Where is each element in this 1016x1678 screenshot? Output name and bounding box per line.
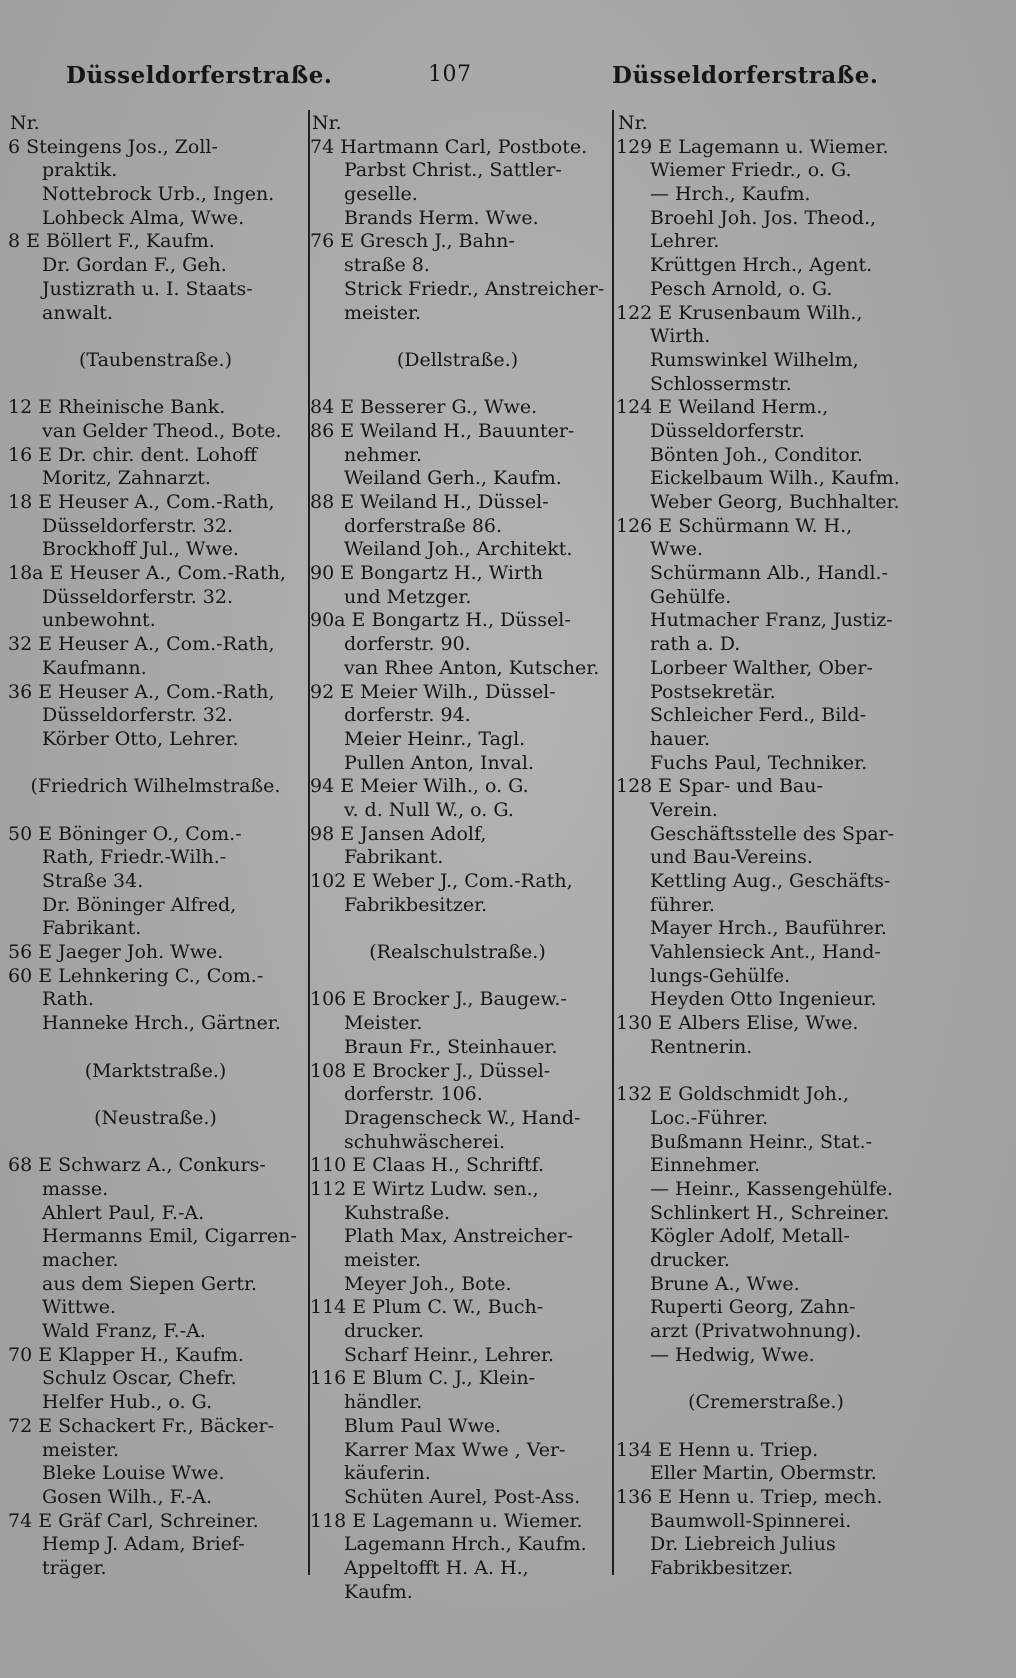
spacer bbox=[8, 325, 303, 349]
directory-entry-line: dorferstraße 86. bbox=[344, 514, 503, 537]
directory-entry-line: Eller Martin, Obermstr. bbox=[650, 1462, 877, 1485]
directory-entry-line: Rath. bbox=[42, 988, 94, 1011]
directory-entry-line: Kögler Adolf, Metall- bbox=[650, 1225, 850, 1248]
directory-entry-line: Geschäftsstelle des Spar- bbox=[650, 822, 895, 845]
spacer bbox=[616, 1060, 916, 1084]
directory-entry-line: Bußmann Heinr., Stat.- bbox=[650, 1130, 873, 1153]
directory-entry-line: Broehl Joh. Jos. Theod., bbox=[650, 206, 877, 229]
directory-entry-line: Düsseldorferstr. bbox=[650, 419, 805, 442]
directory-entry-line: Düsseldorferstr. 32. bbox=[42, 585, 234, 608]
number-column-header: Nr. bbox=[312, 112, 342, 134]
spacer bbox=[310, 965, 605, 989]
directory-entry-line: drucker. bbox=[344, 1320, 424, 1343]
directory-entry-line: Lohbeck Alma, Wwe. bbox=[42, 206, 245, 229]
directory-entry-line: Strick Friedr., Anstreicher- bbox=[344, 277, 605, 300]
directory-entry-line: 56 E Jaeger Joh. Wwe. bbox=[8, 941, 224, 964]
directory-entry-line: 106 E Brocker J., Baugew.- bbox=[310, 988, 567, 1011]
directory-entry-line: Brune A., Wwe. bbox=[650, 1272, 800, 1295]
directory-entry-line: geselle. bbox=[344, 183, 418, 206]
directory-entry-line: Dr. Gordan F., Geh. bbox=[42, 254, 227, 277]
directory-entry-line: Körber Otto, Lehrer. bbox=[42, 727, 239, 750]
spacer bbox=[616, 1367, 916, 1391]
directory-entry-line: Fabrikant. bbox=[344, 846, 444, 869]
column-divider-2 bbox=[612, 110, 614, 1575]
directory-entry-line: Braun Fr., Steinhauer. bbox=[344, 1035, 558, 1058]
directory-entry-line: Postsekretär. bbox=[650, 680, 776, 703]
directory-entry-line: anwalt. bbox=[42, 301, 113, 324]
directory-entry-line: van Gelder Theod., Bote. bbox=[42, 419, 282, 442]
directory-entry-line: nehmer. bbox=[344, 443, 423, 466]
directory-entry-line: 114 E Plum C. W., Buch- bbox=[310, 1296, 544, 1319]
directory-entry-line: Hermanns Emil, Cigarren- bbox=[42, 1225, 297, 1248]
directory-entry-line: Rath, Friedr.-Wilh.- bbox=[42, 846, 227, 869]
spacer bbox=[8, 1036, 303, 1060]
spacer bbox=[310, 325, 605, 349]
directory-entry-line: Parbst Christ., Sattler- bbox=[344, 159, 562, 182]
directory-entry-line: Bleke Louise Wwe. bbox=[42, 1462, 225, 1485]
directory-entry-line: — Heinr., Kassengehülfe. bbox=[650, 1177, 894, 1200]
directory-entry-line: 134 E Henn u. Triep. bbox=[616, 1438, 819, 1461]
directory-entry-line: und Metzger. bbox=[344, 585, 472, 608]
directory-entry-line: Schlinkert H., Schreiner. bbox=[650, 1201, 890, 1224]
directory-entry-line: 72 E Schackert Fr., Bäcker- bbox=[8, 1414, 274, 1437]
directory-entry-line: 86 E Weiland H., Bauunter- bbox=[310, 419, 575, 442]
directory-entry-line: Brockhoff Jul., Wwe. bbox=[42, 538, 239, 561]
directory-entry-line: rath a. D. bbox=[650, 633, 741, 656]
directory-entry-line: 132 E Goldschmidt Joh., bbox=[616, 1083, 850, 1106]
directory-entry-line: führer. bbox=[650, 893, 715, 916]
spacer bbox=[8, 1083, 303, 1107]
directory-entry-line: 74 Hartmann Carl, Postbote. bbox=[310, 135, 588, 158]
directory-entry-line: Gosen Wilh., F.-A. bbox=[42, 1485, 213, 1508]
directory-entry-line: dorferstr. 106. bbox=[344, 1083, 483, 1106]
directory-entry-line: praktik. bbox=[42, 159, 118, 182]
directory-entry-line: Hutmacher Franz, Justiz- bbox=[650, 609, 893, 632]
directory-entry-line: 110 E Claas H., Schriftf. bbox=[310, 1154, 545, 1177]
directory-entry-line: v. d. Null W., o. G. bbox=[344, 798, 514, 821]
directory-entry-line: 129 E Lagemann u. Wiemer. bbox=[616, 135, 889, 158]
directory-entry-line: arzt (Privatwohnung). bbox=[650, 1320, 862, 1343]
directory-entry-line: 102 E Weber J., Com.-Rath, bbox=[310, 870, 573, 892]
directory-entry-line: masse. bbox=[42, 1177, 109, 1200]
directory-entry-line: Pesch Arnold, o. G. bbox=[650, 277, 833, 300]
number-column-header: Nr. bbox=[618, 112, 648, 134]
directory-entry-line: Bönten Joh., Conditor. bbox=[650, 443, 863, 466]
number-column-header: Nr. bbox=[10, 112, 40, 134]
directory-entry-line: Moritz, Zahnarzt. bbox=[42, 467, 211, 490]
directory-entry-line: 112 E Wirtz Ludw. sen., bbox=[310, 1177, 539, 1200]
directory-entry-line: 90a E Bongartz H., Düssel- bbox=[310, 609, 571, 632]
directory-entry-line: 124 E Weiland Herm., bbox=[616, 396, 829, 419]
directory-entry-line: Kaufm. bbox=[344, 1580, 413, 1603]
directory-entry-line: macher. bbox=[42, 1249, 119, 1271]
directory-entry-line: Justizrath u. I. Staats- bbox=[42, 277, 253, 300]
spacer bbox=[310, 373, 605, 397]
directory-column-3 bbox=[616, 112, 916, 1581]
directory-entry-line: unbewohnt. bbox=[42, 609, 156, 632]
directory-entry-line: 136 E Henn u. Triep, mech. bbox=[616, 1485, 883, 1508]
directory-entry-line: 118 E Lagemann u. Wiemer. bbox=[310, 1509, 583, 1532]
directory-entry-line: 126 E Schürmann W. H., bbox=[616, 514, 853, 537]
directory-entry-line: — Hedwig, Wwe. bbox=[650, 1343, 815, 1366]
directory-entry-line: Dragenscheck W., Hand- bbox=[344, 1106, 581, 1129]
directory-entry-line: Dr. Böninger Alfred, bbox=[42, 893, 237, 916]
street-heading: (Cremerstraße.) bbox=[688, 1391, 844, 1414]
directory-entry-line: käuferin. bbox=[344, 1462, 431, 1485]
directory-entry-line: 122 E Krusenbaum Wilh., bbox=[616, 301, 863, 324]
directory-entry-line: Meier Heinr., Tagl. bbox=[344, 727, 526, 750]
directory-entry-line: Schlossermstr. bbox=[650, 372, 792, 395]
directory-column-1 bbox=[8, 112, 303, 1581]
directory-entry-line: Einnehmer. bbox=[650, 1154, 761, 1177]
directory-entry-line: und Bau-Vereins. bbox=[650, 846, 813, 869]
directory-entry-line: Rumswinkel Wilhelm, bbox=[650, 348, 859, 371]
directory-entry-line: Wiemer Friedr., o. G. bbox=[650, 159, 852, 182]
directory-entry-line: Hemp J. Adam, Brief- bbox=[42, 1533, 245, 1556]
directory-entry-line: Schüten Aurel, Post-Ass. bbox=[344, 1485, 581, 1508]
directory-entry-line: Heyden Otto Ingenieur. bbox=[650, 988, 877, 1011]
street-heading: (Neustraße.) bbox=[94, 1106, 217, 1129]
directory-entry-line: 50 E Böninger O., Com.- bbox=[8, 822, 242, 845]
directory-entry-line: Wirth. bbox=[650, 325, 711, 348]
directory-entry-line: Pullen Anton, Inval. bbox=[344, 751, 534, 774]
directory-entry-line: Düsseldorferstr. 32. bbox=[42, 514, 234, 537]
directory-entry-line: Scharf Heinr., Lehrer. bbox=[344, 1343, 555, 1366]
directory-entry-line: 68 E Schwarz A., Conkurs- bbox=[8, 1154, 266, 1177]
street-heading: (Dellstraße.) bbox=[396, 348, 519, 371]
directory-entry-line: 94 E Meier Wilh., o. G. bbox=[310, 775, 529, 798]
directory-entry-line: 60 E Lehnkering C., Com.- bbox=[8, 964, 264, 987]
directory-entry-line: Karrer Max Wwe , Ver- bbox=[344, 1438, 566, 1461]
directory-entry-line: Blum Paul Wwe. bbox=[344, 1414, 502, 1437]
directory-entry-line: Dr. Liebreich Julius bbox=[650, 1533, 836, 1556]
directory-column-2 bbox=[310, 112, 605, 1604]
spacer bbox=[616, 1415, 916, 1439]
directory-entry-line: Lehrer. bbox=[650, 230, 720, 253]
directory-entry-line: Lagemann Hrch., Kaufm. bbox=[344, 1533, 587, 1556]
directory-entry-line: Wald Franz, F.-A. bbox=[42, 1320, 206, 1343]
directory-entry-line: Wittwe. bbox=[42, 1296, 117, 1319]
directory-entry-line: Plath Max, Anstreicher- bbox=[344, 1225, 574, 1248]
directory-entry-line: 12 E Rheinische Bank. bbox=[8, 396, 226, 419]
spacer bbox=[8, 373, 303, 397]
directory-entry-line: lungs-Gehülfe. bbox=[650, 964, 791, 987]
directory-entry-line: Düsseldorferstr. 32. bbox=[42, 704, 234, 727]
directory-entry-line: Weiland Gerh., Kaufm. bbox=[344, 467, 562, 490]
directory-entry-line: Fabrikant. bbox=[42, 917, 142, 940]
directory-entry-line: Kettling Aug., Geschäfts- bbox=[650, 870, 891, 892]
street-heading: (Friedrich Wilhelmstraße. bbox=[30, 775, 281, 798]
directory-entry-line: 108 E Brocker J., Düssel- bbox=[310, 1059, 551, 1082]
directory-entry-line: Eickelbaum Wilh., Kaufm. bbox=[650, 467, 900, 490]
directory-entry-line: Schürmann Alb., Handl.- bbox=[650, 562, 888, 585]
street-heading: (Realschulstraße.) bbox=[369, 941, 546, 964]
directory-entry-line: Vahlensieck Ant., Hand- bbox=[650, 941, 881, 964]
directory-entry-line: Brands Herm. Wwe. bbox=[344, 206, 539, 229]
directory-entry-line: 130 E Albers Elise, Wwe. bbox=[616, 1012, 859, 1035]
directory-entry-line: 16 E Dr. chir. dent. Lohoff bbox=[8, 443, 258, 466]
directory-entry-line: Meyer Joh., Bote. bbox=[344, 1272, 512, 1295]
directory-entry-line: aus dem Siepen Gertr. bbox=[42, 1272, 258, 1295]
directory-entry-line: 128 E Spar- und Bau- bbox=[616, 775, 823, 798]
directory-entry-line: Hanneke Hrch., Gärtner. bbox=[42, 1012, 281, 1035]
directory-entry-line: Rentnerin. bbox=[650, 1035, 753, 1058]
directory-entry-line: Wwe. bbox=[650, 538, 704, 561]
page-number: 107 bbox=[428, 62, 472, 87]
spacer bbox=[8, 799, 303, 823]
directory-entry-line: Nottebrock Urb., Ingen. bbox=[42, 183, 275, 206]
street-heading: (Marktstraße.) bbox=[84, 1059, 227, 1082]
directory-entry-line: Weber Georg, Buchhalter. bbox=[650, 491, 900, 513]
directory-entry-line: Loc.-Führer. bbox=[650, 1106, 769, 1129]
directory-entry-line: — Hrch., Kaufm. bbox=[650, 183, 811, 206]
directory-entry-line: Helfer Hub., o. G. bbox=[42, 1391, 213, 1414]
directory-entry-line: 18 E Heuser A., Com.-Rath, bbox=[8, 491, 275, 513]
directory-entry-line: Kaufmann. bbox=[42, 656, 147, 679]
directory-entry-line: 74 E Gräf Carl, Schreiner. bbox=[8, 1509, 259, 1532]
directory-entry-line: Straße 34. bbox=[42, 870, 144, 892]
directory-entry-line: 18a E Heuser A., Com.-Rath, bbox=[8, 562, 286, 585]
directory-entry-line: meister. bbox=[42, 1438, 120, 1461]
directory-entry-line: dorferstr. 94. bbox=[344, 704, 471, 727]
directory-entry-line: Baumwoll-Spinnerei. bbox=[650, 1509, 852, 1532]
directory-entry-line: 36 E Heuser A., Com.-Rath, bbox=[8, 680, 275, 703]
directory-entry-line: träger. bbox=[42, 1556, 107, 1579]
directory-entry-line: 70 E Klapper H., Kaufm. bbox=[8, 1343, 244, 1366]
directory-entry-line: 76 E Gresch J., Bahn- bbox=[310, 230, 515, 253]
directory-entry-line: Schulz Oscar, Chefr. bbox=[42, 1367, 237, 1390]
directory-entry-line: 88 E Weiland H., Düssel- bbox=[310, 491, 549, 513]
directory-entry-line: Appeltofft H. A. H., bbox=[344, 1556, 529, 1579]
directory-entry-line: Ahlert Paul, F.-A. bbox=[42, 1201, 205, 1224]
directory-entry-line: 84 E Besserer G., Wwe. bbox=[310, 396, 538, 419]
directory-entry-line: Fabrikbesitzer. bbox=[344, 893, 488, 916]
header-left-title: Düsseldorferstraße. bbox=[66, 62, 333, 89]
spacer bbox=[8, 752, 303, 776]
directory-entry-line: Schleicher Ferd., Bild- bbox=[650, 704, 866, 727]
directory-entry-line: 116 E Blum C. J., Klein- bbox=[310, 1367, 535, 1390]
directory-entry-line: 8 E Böllert F., Kaufm. bbox=[8, 230, 215, 253]
directory-entry-line: drucker. bbox=[650, 1249, 730, 1271]
directory-entry-line: Weiland Joh., Architekt. bbox=[344, 538, 573, 561]
directory-entry-line: Kuhstraße. bbox=[344, 1201, 451, 1224]
directory-entry-line: schuhwäscherei. bbox=[344, 1130, 506, 1153]
street-heading: (Taubenstraße.) bbox=[78, 348, 232, 371]
directory-entry-line: Ruperti Georg, Zahn- bbox=[650, 1296, 856, 1319]
directory-entry-line: 92 E Meier Wilh., Düssel- bbox=[310, 680, 556, 703]
spacer bbox=[310, 917, 605, 941]
directory-entry-line: händler. bbox=[344, 1391, 423, 1414]
directory-entry-line: 98 E Jansen Adolf, bbox=[310, 822, 487, 845]
directory-entry-line: meister. bbox=[344, 301, 422, 324]
directory-entry-line: 6 Steingens Jos., Zoll- bbox=[8, 135, 218, 158]
directory-entry-line: Krüttgen Hrch., Agent. bbox=[650, 254, 873, 277]
directory-entry-line: straße 8. bbox=[344, 254, 430, 277]
directory-entry-line: Meister. bbox=[344, 1012, 423, 1035]
directory-entry-line: hauer. bbox=[650, 727, 711, 750]
directory-entry-line: Fabrikbesitzer. bbox=[650, 1556, 794, 1579]
directory-entry-line: meister. bbox=[344, 1249, 422, 1271]
directory-entry-line: 90 E Bongartz H., Wirth bbox=[310, 562, 543, 585]
header-right-title: Düsseldorferstraße. bbox=[612, 62, 879, 89]
directory-entry-line: Mayer Hrch., Bauführer. bbox=[650, 917, 887, 940]
directory-entry-line: Gehülfe. bbox=[650, 585, 732, 608]
directory-entry-line: Fuchs Paul, Techniker. bbox=[650, 751, 868, 774]
directory-entry-line: van Rhee Anton, Kutscher. bbox=[344, 656, 600, 679]
directory-entry-line: Lorbeer Walther, Ober- bbox=[650, 656, 873, 679]
spacer bbox=[8, 1131, 303, 1155]
directory-entry-line: Verein. bbox=[650, 798, 718, 821]
directory-entry-line: 32 E Heuser A., Com.-Rath, bbox=[8, 633, 275, 656]
directory-entry-line: dorferstr. 90. bbox=[344, 633, 471, 656]
